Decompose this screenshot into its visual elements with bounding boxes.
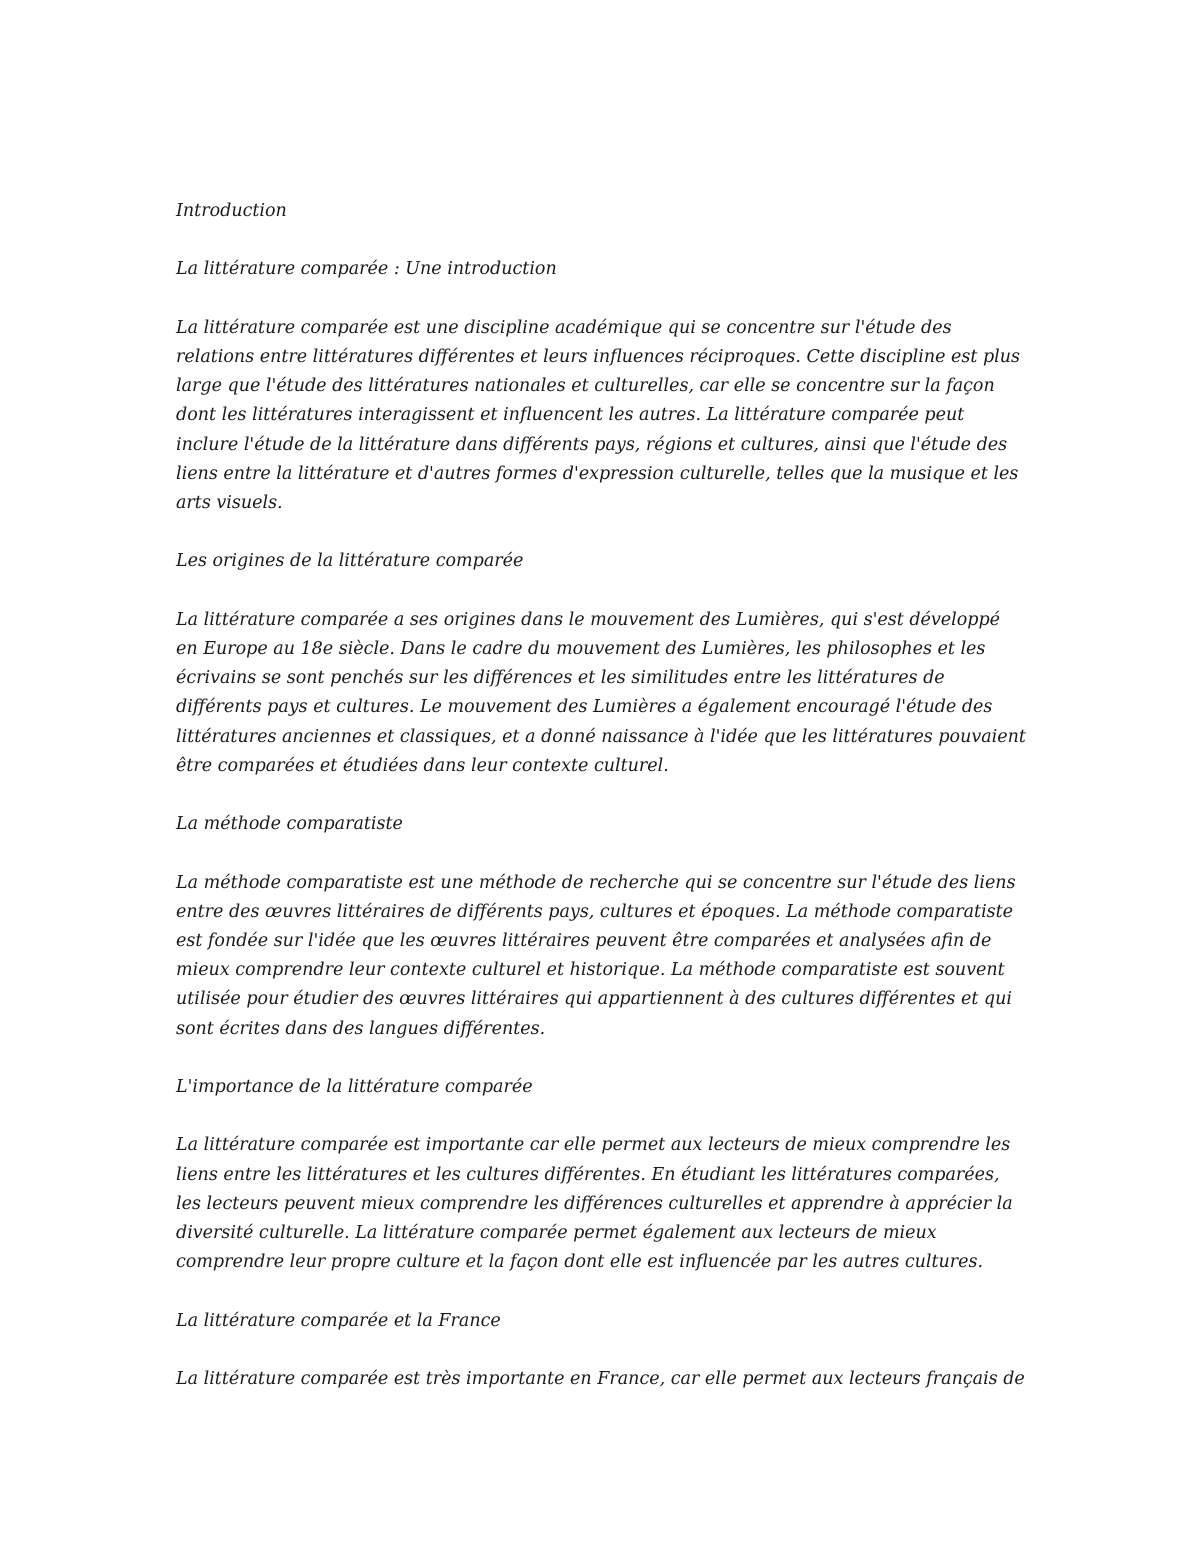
section-heading: La littérature comparée : Une introduction	[176, 259, 557, 280]
section-heading: L'importance de la littérature comparée	[176, 1076, 533, 1097]
body-paragraph: La méthode comparatiste est une méthode de recherche qui se concentre sur l'étude des liens entre des œuvres littéraires de différents pays, cultures et époques. La méthode comparatiste est fondée sur l'idée que les œuvres littéraires peuvent être comparées et analysées afin de mieux comprendre leur contexte culturel et historique. La méthode comparatiste est souvent utilisée pour étudier des œuvres littéraires qui appartiennent à des cultures différentes et qui sont écrites dans des langues différentes.	[176, 872, 1016, 1039]
body-paragraph: La littérature comparée est importante car elle permet aux lecteurs de mieux comprendre les liens entre les littératures et les cultures différentes. En étudiant les littératures comparées, les lecteurs peuvent mieux comprendre les différences culturelles et apprendre à apprécier la diversité culturelle. La littérature comparée permet également aux lecteurs de mieux comprendre leur propre culture et la façon dont elle est influencée par les autres cultures.	[176, 1135, 1013, 1273]
body-paragraph: La littérature comparée est très importante en France, car elle permet aux lecteurs français de	[176, 1368, 1025, 1389]
document-body	[176, 197, 1026, 1423]
body-paragraph: La littérature comparée est une discipline académique qui se concentre sur l'étude des relations entre littératures différentes et leurs influences réciproques. Cette discipline est plus large que l'étude des littératures nationales et culturelles, car elle se concentre sur la façon dont les littératures interagissent et influencent les autres. La littérature comparée peut inclure l'étude de la littérature dans différents pays, régions et cultures, ainsi que l'étude des liens entre la littérature et d'autres formes d'expression culturelle, telles que la musique et les arts visuels.	[176, 317, 1020, 513]
document-title: Introduction	[176, 201, 287, 221]
section-heading: La méthode comparatiste	[176, 814, 403, 835]
section-heading: Les origines de la littérature comparée	[176, 551, 524, 572]
section-heading: La littérature comparée et la France	[176, 1310, 501, 1331]
body-paragraph: La littérature comparée a ses origines dans le mouvement des Lumières, qui s'est développé en Europe au 18e siècle. Dans le cadre du mouvement des Lumières, les philosophes et les écrivains se sont penchés sur les différences et les similitudes entre les littératures de différents pays et cultures. Le mouvement des Lumières a également encouragé l'étude des littératures anciennes et classiques, et a donné naissance à l'idée que les littératures pouvaient être comparées et étudiées dans leur contexte culturel.	[176, 609, 1026, 776]
